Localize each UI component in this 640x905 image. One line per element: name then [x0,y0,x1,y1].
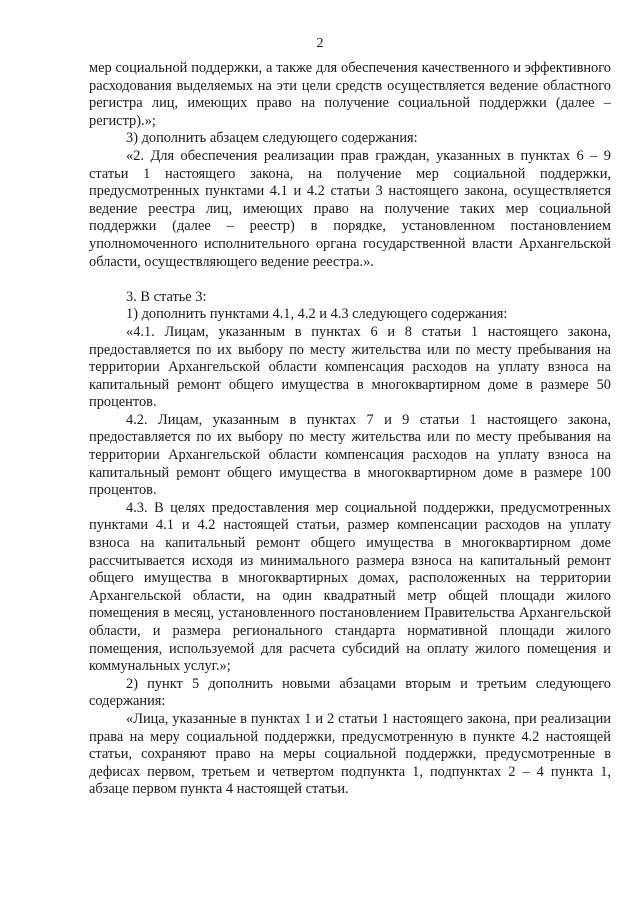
paragraph-amendment-1: 1) дополнить пунктами 4.1, 4.2 и 4.3 следующего содержания: [126,306,508,323]
paragraph-article-3-heading: 3. В статье 3: [126,288,207,305]
paragraph-quote-2: «2. Для обеспечения реализации прав граждан, указанных в пунктах 6 – 9 статьи 1 настоящего закона, на получение мер социальной поддержки, предусмотренных пунктами 4.1 и 4.2 статьи 3 настоящего закона, осуществляется ведение реестра лиц, имеющих право на получение таких мер социальной поддержки (далее – реестр) в порядке, установленном постановлением уполномоченного исполнительного органа государственной власти Архангельской области, осуществляющего ведение реестра.». [89,147,611,270]
document-body [89,60,611,799]
paragraph-amendment-2: 2) пункт 5 дополнить новыми абзацами вторым и третьим следующего содержания: [89,675,611,710]
paragraph-item-4-2: 4.2. Лицам, указанным в пунктах 7 и 9 статьи 1 настоящего закона, предоставляется по их выбору по месту жительства или по месту пребывания на территории Архангельской области компенсация расходов на уплату взноса на капитальный ремонт общего имущества в многоквартирном доме в размере 100 процентов. [89,411,611,499]
paragraph-item-4-3: 4.3. В целях предоставления мер социальной поддержки, предусмотренных пунктами 4.1 и 4.2 настоящей статьи, размер компенсации расходов на уплату взноса на капитальный ремонт общего имущества в многоквартирном доме рассчитывается исходя из минимального размера взноса на капитальный ремонт общего имущества в многоквартирных домах, расположенных на территории Архангельской области, на один квадратный метр общей площади жилого помещения в месяц, установленного постановлением Правительства Архангельской области, и размера регионального стандарта нормативной площади жилого помещения, используемой для расчета субсидий на оплату жилого помещения и коммунальных услуг.»; [89,499,611,675]
paragraph-registry-continuation: мер социальной поддержки, а также для обеспечения качественного и эффективного расходования выделяемых на эти цели средств осуществляется ведение областного регистра лиц, имеющих право на получение социальной поддержки (далее – регистр).»; [89,60,611,129]
page-number: 2 [316,36,324,51]
paragraph-blank [89,271,611,289]
paragraph-item-4-1: «4.1. Лицам, указанным в пунктах 6 и 8 статьи 1 настоящего закона, предоставляется по их выбору по месту жительства или по месту пребывания на территории Архангельской области компенсация расходов на уплату взноса на капитальный ремонт общего имущества в многоквартирном доме в размере 50 процентов. [89,323,611,411]
paragraph-persons-quote: «Лица, указанные в пунктах 1 и 2 статьи 1 настоящего закона, при реализации права на меру социальной поддержки, предусмотренную в пункте 4.2 настоящей статьи, сохраняют право на меры социальной поддержки, предусмотренные в дефисах первом, третьем и четвертом подпункта 1, подпунктах 2 – 4 пункта 1, абзаце первом пункта 4 настоящей статьи. [89,710,611,798]
paragraph-amendment-3: 3) дополнить абзацем следующего содержания: [126,130,418,147]
